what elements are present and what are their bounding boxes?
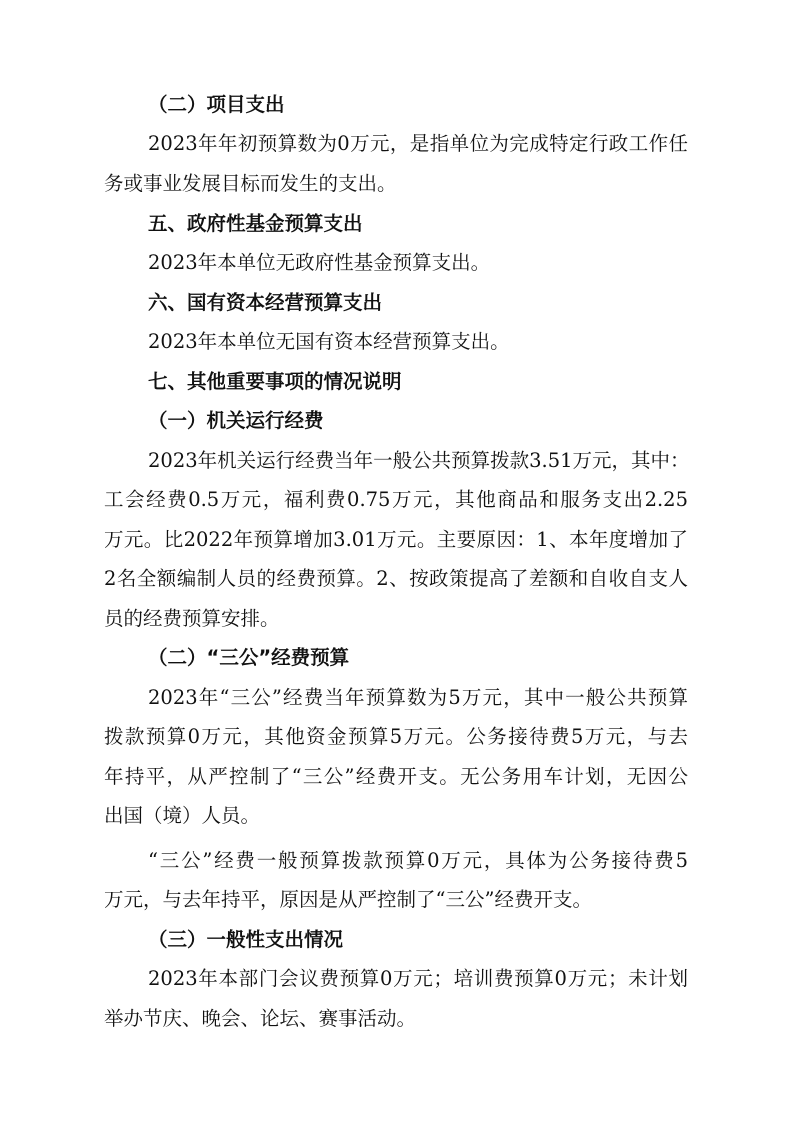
subsection-heading-three-public-expenses: （二）“三公”经费预算 — [148, 646, 350, 669]
paragraph-line: 2023年“三公”经费当年预算数为5万元，其中一般公共预算 — [148, 686, 688, 709]
paragraph-line: 出国（境）人员。 — [104, 804, 261, 827]
paragraph-line: 2名全额编制人员的经费预算。2、按政策提高了差额和自收自支人 — [104, 567, 688, 590]
paragraph-line: “三公”经费一般预算拨款预算0万元，具体为公务接待费5 — [148, 849, 688, 872]
paragraph-line: 2023年本部门会议费预算0万元；培训费预算0万元；未计划 — [148, 967, 688, 990]
paragraph-line: 举办节庆、晚会、论坛、赛事活动。 — [104, 1007, 417, 1030]
paragraph-line: 拨款预算0万元，其他资金预算5万元。公务接待费5万元，与去 — [104, 725, 688, 748]
paragraph-line: 2023年本单位无政府性基金预算支出。 — [148, 251, 491, 274]
paragraph-line: 务或事业发展目标而发生的支出。 — [104, 172, 397, 195]
paragraph-line: 年持平，从严控制了“三公”经费开支。无公务用车计划，无因公 — [104, 765, 688, 788]
paragraph-line: 2023年机关运行经费当年一般公共预算拨款3.51万元，其中： — [148, 449, 690, 472]
subsection-heading-operating-costs: （一）机关运行经费 — [148, 409, 324, 432]
paragraph-line: 工会经费0.5万元，福利费0.75万元，其他商品和服务支出2.25 — [104, 488, 688, 511]
section-heading-other-matters: 七、其他重要事项的情况说明 — [148, 370, 402, 393]
subsection-heading-general-expenditure: （三）一般性支出情况 — [148, 928, 344, 951]
section-heading-state-capital: 六、国有资本经营预算支出 — [148, 291, 383, 314]
paragraph-line: 2023年年初预算数为0万元，是指单位为完成特定行政工作任 — [148, 132, 688, 155]
paragraph-line: 万元，与去年持平，原因是从严控制了“三公”经费开支。 — [104, 888, 592, 911]
section-heading-government-fund: 五、政府性基金预算支出 — [148, 212, 363, 235]
subsection-heading-project-expenditure: （二）项目支出 — [148, 93, 285, 116]
paragraph-line: 万元。比2022年预算增加3.01万元。主要原因：1、本年度增加了 — [104, 528, 688, 551]
paragraph-line: 2023年本单位无国有资本经营预算支出。 — [148, 330, 510, 353]
paragraph-line: 员的经费预算安排。 — [104, 607, 280, 630]
